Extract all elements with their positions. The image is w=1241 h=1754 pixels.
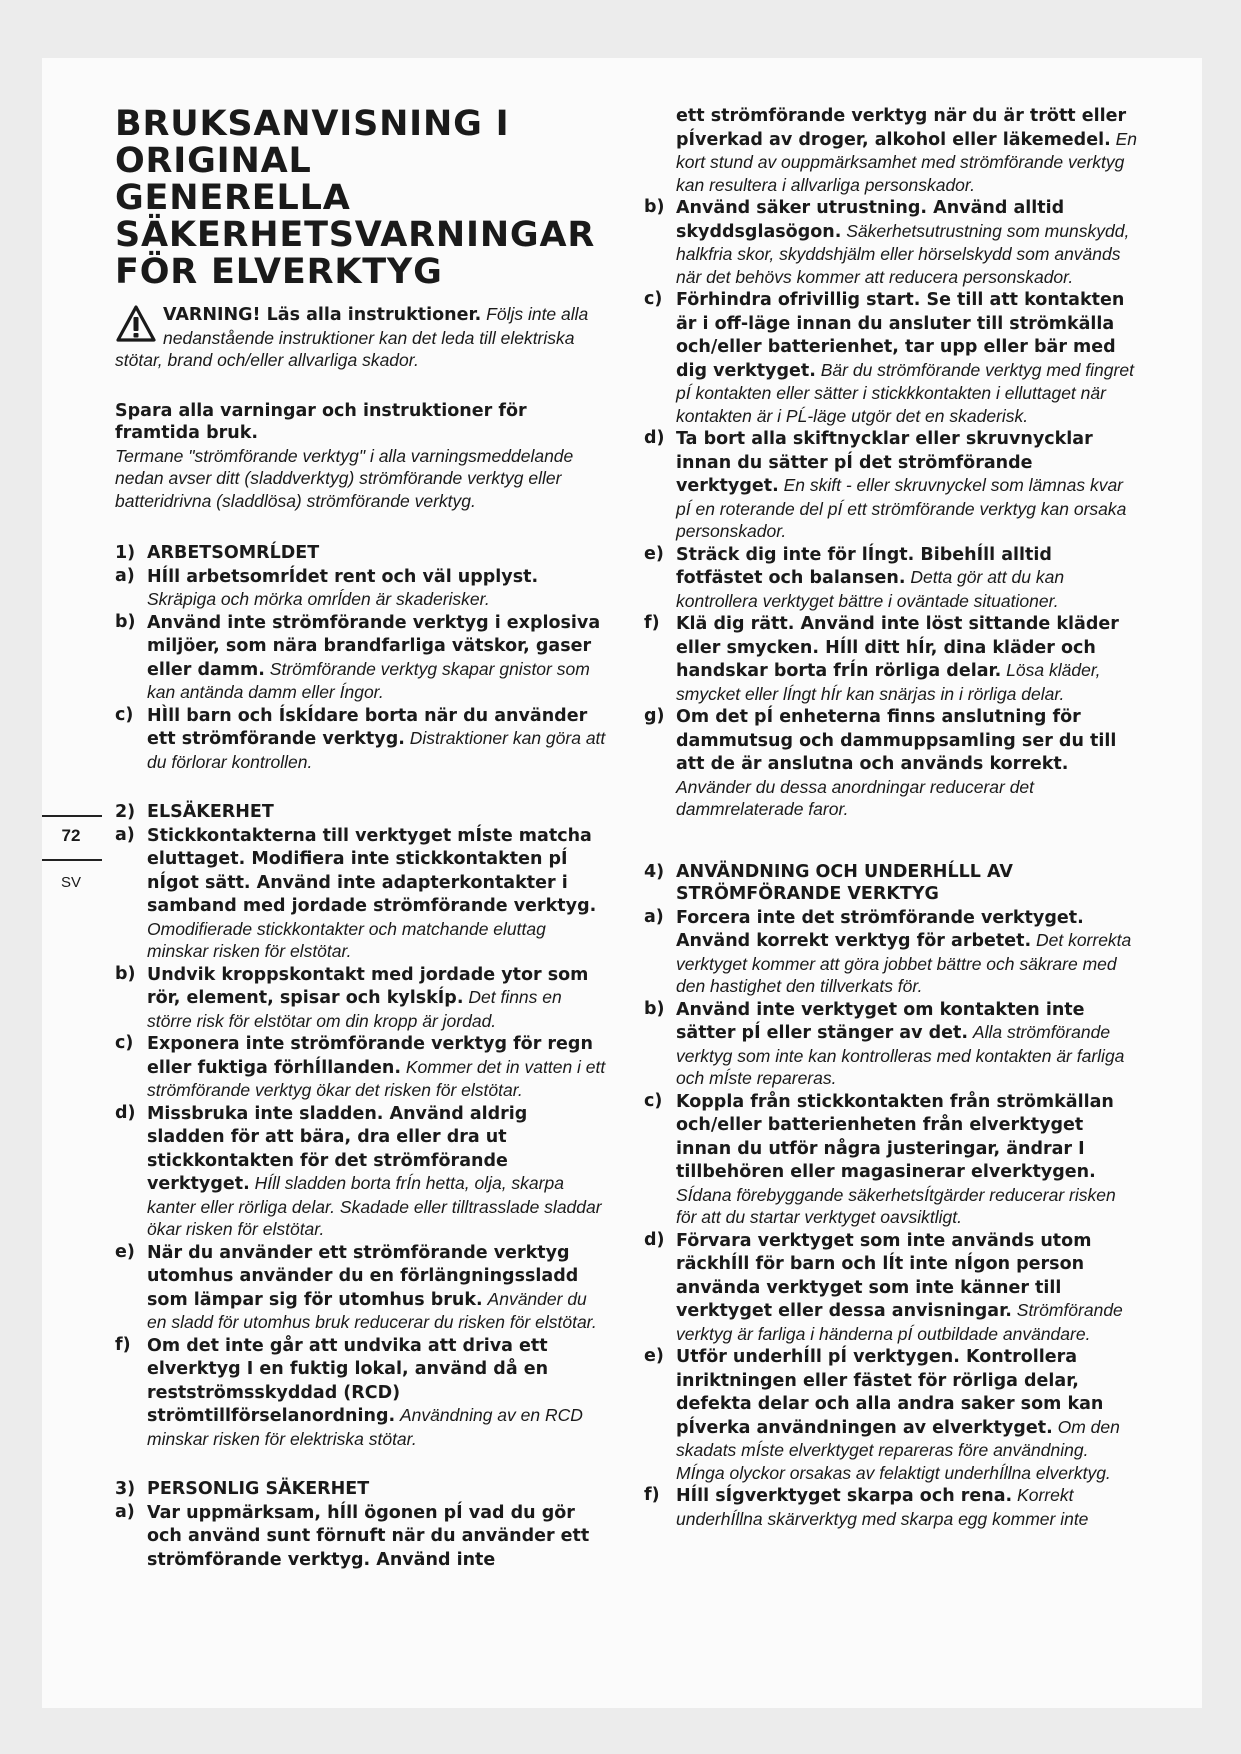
- section-number: 2): [115, 802, 136, 822]
- title-line: GENERELLA: [115, 178, 351, 218]
- item-letter: c): [115, 704, 134, 725]
- list-item: [115, 1032, 607, 1102]
- item-letter: e): [115, 1241, 135, 1262]
- list-item: [115, 1102, 607, 1241]
- item-letter: d): [644, 428, 665, 448]
- section-title: PERSONLIG SÄKERHET: [147, 1479, 370, 1499]
- section-heading-personal-safety: [115, 1478, 607, 1501]
- item-bold-text: Var uppmärksam, hÍll ögonen pÍ vad du gör och använd sunt förnuft när du använder ett strömförande verktyg. Använd inte: [147, 1502, 590, 1570]
- item-text: Säkerhetsutrustning som munskydd, halkfria skor, skyddshjälm eller hörselskydd som används när det behövs kommer att reducera personskador.: [676, 220, 1130, 287]
- item-text: Lösa kläder, smycket eller lÍngt hÍr kan snärjas in i rörliga delar.: [676, 660, 1101, 704]
- save-instructions: [115, 400, 607, 513]
- warning-text: Följs inte alla nedanstående instruktioner kan det leda till elektriska stötar, brand och/eller allvarliga skador.: [115, 304, 589, 370]
- section-number: 4): [644, 861, 665, 882]
- item-bold-text: Sträck dig inte för lÍngt. BibehÍll alltid fotfästet och balansen.: [676, 544, 1052, 588]
- item-bold-text: Om det pÍ enheterna finns anslutning för dammutsug och dammuppsamling ser du till att de är anslutna och används korrekt.: [676, 707, 1117, 774]
- item-letter: b): [115, 963, 136, 984]
- list-item: [644, 1090, 1139, 1229]
- list-item: [644, 1484, 1139, 1530]
- section-number: 3): [115, 1479, 136, 1499]
- item-bold-text: Stickkontakterna till verktyget mÍste matcha eluttaget. Modifiera inte stickkontakten pÍ nÍgot sätt. Använd inte adapterkontakter i samband med jordade strömförande verktyg.: [147, 825, 597, 916]
- list-item: [115, 611, 607, 704]
- page-number-rule-top: [42, 815, 102, 817]
- list-item-continuation: [644, 104, 1139, 196]
- item-letter: f): [115, 1334, 131, 1355]
- item-bold-text: Exponera inte strömförande verktyg för regn eller fuktiga förhÍllanden.: [147, 1034, 593, 1078]
- save-heading: Spara alla varningar och instruktioner för framtida bruk.: [115, 400, 527, 443]
- list-item: [644, 543, 1139, 613]
- item-letter: e): [644, 1346, 664, 1366]
- item-letter: f): [644, 1485, 660, 1505]
- item-text: Använder du en sladd för utomhus bruk reducerar du risken för elstötar.: [147, 1288, 597, 1332]
- list-item: [644, 705, 1139, 821]
- list-item: [644, 288, 1139, 427]
- item-bold-text: Undvik kroppskontakt med jordade ytor som rör, element, spisar och kylskÍp.: [147, 964, 589, 1008]
- warning-triangle-icon: [115, 304, 157, 344]
- list-item: [644, 612, 1139, 705]
- list-item: [115, 1334, 607, 1451]
- item-bold-text: Koppla från stickkontakten från strömkällan och/eller batterienheten från elverktyget innan du utför några justeringar, ändrar I tillbehören eller magasinerar elverktygen.: [676, 1091, 1114, 1182]
- item-letter: c): [115, 1033, 134, 1053]
- list-item: [644, 998, 1139, 1090]
- item-text: Skräpiga och mörka omrĺden är skaderisker.: [147, 589, 490, 609]
- item-bold-text: Ta bort alla skiftnycklar eller skruvnycklar innan du sätter pÍ det strömförande verktyget.: [676, 429, 1093, 496]
- section-number: 1): [115, 543, 136, 563]
- list-item: [115, 963, 607, 1033]
- left-column: [115, 106, 607, 1571]
- list-item: [115, 704, 607, 774]
- item-bold-text: HÍll sÍgverktyget skarpa och rena.: [676, 1486, 1013, 1506]
- general-warning: [115, 303, 607, 372]
- list-item: [644, 427, 1139, 543]
- section-heading-electrical-safety: [115, 801, 607, 824]
- list-item: [115, 565, 607, 611]
- item-letter: b): [115, 611, 136, 632]
- item-text: Korrekt underhÍllna skärverktyg med skarpa egg kommer inte: [676, 1485, 1089, 1529]
- item-text: En skift - eller skruvnyckel som lämnas kvar pÍ en roterande del pÍ ett strömförande verktyg kan orsaka personskador.: [676, 475, 1127, 541]
- item-text: Strömförande verktyg är farliga i händerna pÍ outbildade användare.: [676, 1300, 1123, 1344]
- item-letter: a): [115, 824, 135, 845]
- item-bold-text: HÍll arbetsomrÍdet rent och väl upplyst.: [147, 566, 539, 587]
- item-letter: a): [115, 565, 135, 586]
- item-text: Kommer det in vatten i ett strömförande verktyg ökar det risken för elstötar.: [147, 1056, 606, 1100]
- item-text: SÍdana förebyggande säkerhetsÍtgärder reducerar risken för att du startar verktyget oavsiktligt.: [676, 1184, 1116, 1227]
- item-text: En kort stund av ouppmärksamhet med strömförande verktyg kan resultera i allvarliga personskador.: [676, 128, 1137, 195]
- title-line: ORIGINAL: [115, 141, 312, 181]
- item-text: Detta gör att du kan kontrollera verktyget bättre i oväntade situationer.: [676, 567, 1065, 611]
- item-bold-text: Om det inte går att undvika att driva ett elverktyg I en fuktig lokal, använd då en restströmsskyddad (RCD) strömtillförselanordning.: [147, 1335, 549, 1426]
- item-text: Alla strömförande verktyg som inte kan kontrolleras med kontakten är farliga och mÍste repareras.: [676, 1022, 1125, 1088]
- item-bold-text: Förvara verktyget som inte används utom räckhÍll för barn och lÍt inte nÍgon person använda verktyget som inte känner till verktyget eller dessa anvisningar.: [676, 1230, 1092, 1321]
- item-text: Distraktioner kan göra att du förlorar kontrollen.: [147, 728, 606, 772]
- title-line: BRUKSANVISNING I: [115, 104, 510, 144]
- page-number: 72: [61, 826, 81, 845]
- list-item: [115, 824, 607, 963]
- item-bold-text: Klä dig rätt. Använd inte löst sittande kläder eller smycken. HÍll ditt hÍr, dina kläder och handskar borta frÍn rörliga delar.: [676, 614, 1119, 681]
- item-text: Om den skadats mÍste elverktyget repareras före användning. MÍnga olyckor orsakas av felaktigt underhÍllna elverktyg.: [676, 1416, 1120, 1483]
- right-column: [644, 104, 1139, 1530]
- item-text: Det korrekta verktyget kommer att göra jobbet bättre och säkrare med den hastighet den tillverkats för.: [676, 930, 1132, 996]
- list-item: [115, 1241, 607, 1334]
- list-item: [115, 1501, 607, 1572]
- section-heading-use-and-maintenance: [644, 861, 1139, 906]
- item-letter: d): [115, 1102, 136, 1123]
- section-heading-work-area: [115, 542, 607, 565]
- item-letter: d): [644, 1229, 665, 1250]
- item-text: Användning av en RCD minskar risken för elektriska stötar.: [147, 1405, 583, 1449]
- item-text: Bär du strömförande verktyg med fingret pÍ kontakten eller sätter i stickkkontakten i elluttaget när kontakten är i PĹ-läge utgör det en skaderisk.: [676, 359, 1134, 426]
- item-letter: f): [644, 613, 660, 633]
- item-bold-text: Missbruka inte sladden. Använd aldrig sladden för att bära, dra eller dra ut stickkontakten för det strömförande verktyget.: [147, 1103, 528, 1194]
- item-text: Det finns en större risk för elstötar om din kropp är jordad.: [147, 987, 562, 1031]
- item-text: Använder du dessa anordningar reducerar det dammrelaterade faror.: [676, 776, 1035, 819]
- list-item: [644, 906, 1139, 998]
- item-bold-text: Använd säker utrustning. Använd alltid skyddsglasögon.: [676, 198, 1065, 242]
- item-letter: b): [644, 998, 665, 1019]
- list-item: [644, 1345, 1139, 1484]
- item-letter: a): [115, 1501, 135, 1522]
- item-letter: c): [644, 1090, 663, 1111]
- item-bold-text: HÌll barn och ÍskÍdare borta när du använder ett strömförande verktyg.: [147, 705, 588, 749]
- save-text: Termane "strömförande verktyg" i alla varningsmeddelande nedan avser ditt (sladdverktyg) strömförande verktyg eller batteridrivna (sladdlösa) strömförande verktyg.: [115, 445, 574, 511]
- item-bold-text: Förhindra ofrivillig start. Se till att kontakten är i off-läge innan du ansluter till strömkälla och/eller batterienhet, tar upp eller bär med dig verktyget.: [676, 290, 1125, 381]
- item-letter: c): [644, 289, 663, 309]
- page-number-rule-bottom: [42, 859, 102, 861]
- list-item: [644, 196, 1139, 288]
- item-bold-text: Använd inte strömförande verktyg i explosiva miljöer, som nära brandfarliga vätskor, gaser eller damm.: [147, 612, 601, 680]
- warning-heading: VARNING! Läs alla instruktioner.: [163, 305, 482, 325]
- list-item: [644, 1229, 1139, 1346]
- item-text: HÍll sladden borta frÍn hetta, olja, skarpa kanter eller rörliga delar. Skadade eller tilltrasslade sladdar ökar risken för elstötar.: [147, 1173, 602, 1239]
- section-title: ANVÄNDNING OCH UNDERHĹLL AV STRÖMFÖRANDE VERKTYG: [676, 861, 1013, 904]
- language-code: SV: [60, 874, 81, 891]
- item-letter: e): [644, 543, 664, 564]
- item-letter: b): [644, 197, 665, 217]
- item-letter: g): [644, 706, 665, 726]
- title-line: FÖR ELVERKTYG: [115, 252, 443, 292]
- item-letter: a): [644, 906, 664, 927]
- item-bold-text: ett strömförande verktyg när du är trött eller pÍverkad av droger, alkohol eller läkemedel.: [676, 106, 1127, 150]
- item-bold-text: När du använder ett strömförande verktyg utomhus använder du en förlängningssladd som lämpar sig för utomhus bruk.: [147, 1242, 579, 1310]
- item-bold-text: Utför underhÍll pÍ verktygen. Kontrollera inriktningen eller fästet för rörliga delar, defekta delar och alla andra saker som kan pÍverka användningen av elverktyget.: [676, 1347, 1104, 1438]
- title-line: SÄKERHETSVARNINGAR: [115, 215, 596, 255]
- item-bold-text: Använd inte verktyget om kontakten inte sätter pÍ eller stänger av det.: [676, 999, 1085, 1043]
- item-text: Omodifierade stickkontakter och matchande eluttag minskar risken för elstötar.: [147, 918, 546, 961]
- item-text: Strömförande verktyg skapar gnistor som kan antända damm eller Íngor.: [147, 658, 590, 702]
- section-title: ARBETSOMRĹDET: [147, 543, 320, 563]
- section-title: ELSÄKERHET: [147, 802, 274, 822]
- document-title: [115, 106, 607, 291]
- item-bold-text: Forcera inte det strömförande verktyget. Använd korrekt verktyg för arbetet.: [676, 907, 1084, 951]
